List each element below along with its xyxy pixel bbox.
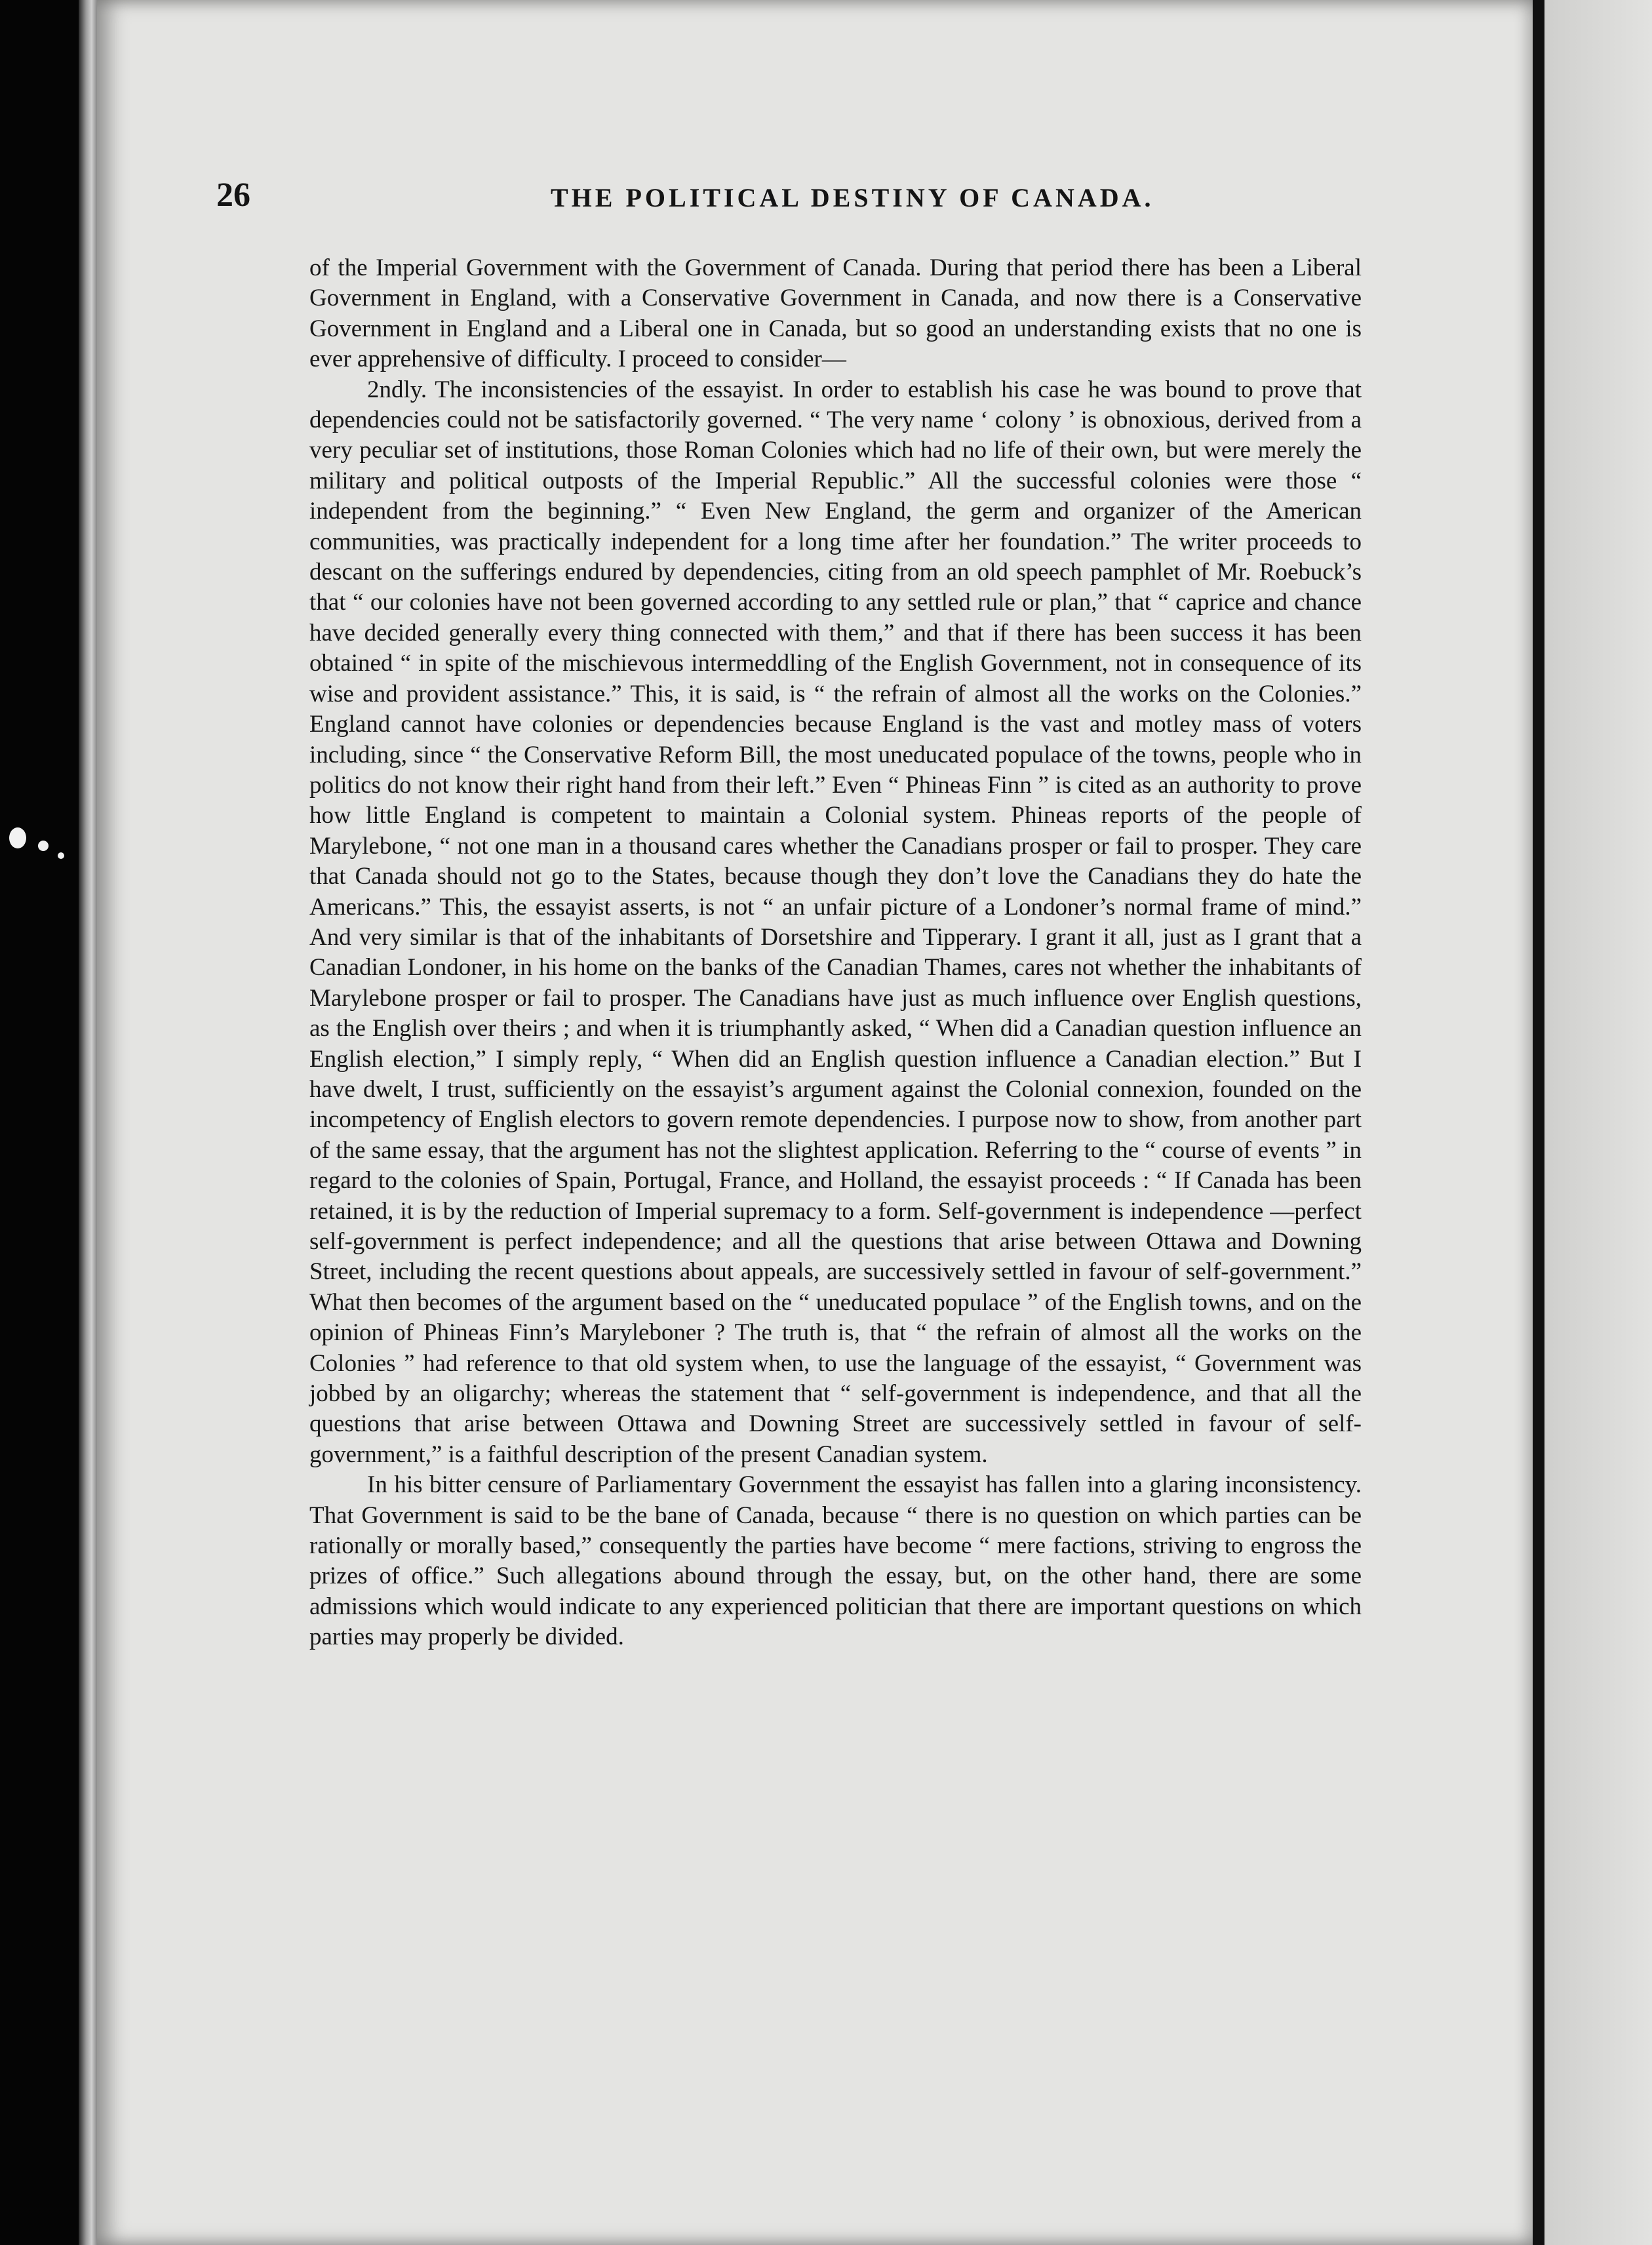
binding-edge	[79, 0, 97, 2245]
page-number: 26	[216, 176, 250, 214]
paragraph: In his bitter censure of Parliamentary Government the essayist has fallen into a glaring inconsistency. That Government is said to be the bane of Canada, because “ there is no question on which parties can be rationally or morally based,” consequently the parties have become “ mere factions, striving to engross the prizes of office.” Such allegations abound through the essay, but, on the other hand, there are some admissions which would indicate to any experienced politician that there are important questions on which parties may properly be divided.	[309, 1471, 1362, 1651]
page-header	[216, 176, 1370, 228]
running-title: THE POLITICAL DESTINY OF CANADA.	[551, 183, 1154, 212]
facing-page-edge	[1544, 0, 1652, 2245]
page-gutter	[1533, 0, 1544, 2245]
dust-speck	[58, 852, 64, 859]
dust-speck	[9, 827, 26, 848]
paragraph: of the Imperial Government with the Government of Canada. During that period there has been a Liberal Government in England, with a Conservative Government in Canada, and now there is a Conservative Government in England and a Liberal one in Canada, but so good an understanding exists that no one is ever apprehensive of difficulty. I proceed to consider—	[309, 254, 1362, 373]
body-text	[309, 253, 1362, 1653]
paragraph: 2ndly. The inconsistencies of the essayist. In order to establish his case he was bound to prove that dependencies could not be satisfactorily governed. “ The very name ‘ colony ’ is obnoxious, derived from a very peculiar set of institutions, those Roman Colonies which had no life of their own, but were merely the military and political outposts of the Imperial Republic.” All the successful colonies were those “ independent from the beginning.” “ Even New England, the germ and organizer of the American communities, was practically independent for a long time after her foundation.” The writer proceeds to descant on the sufferings endured by dependencies, citing from an old speech pamphlet of Mr. Roebuck’s that “ our colonies have not been governed according to any settled rule or plan,” that “ caprice and chance have decided generally every thing connected with them,” and that if there has been success it has been obtained “ in spite of the mischievous intermeddling of the English Government, not in consequence of its wise and provident assistance.” This, it is said, is “ the refrain of almost all the works on the Colonies.” England cannot have colonies or dependencies because England is the vast and motley mass of voters including, since “ the Conservative Reform Bill, the most uneducated populace of the towns, people who in politics do not know their right hand from their left.” Even “ Phineas Finn ” is cited as an authority to prove how little England is competent to maintain a Colonial system. Phineas reports of the people of Marylebone, “ not one man in a thousand cares whether the Canadians prosper or fail to prosper. They care that Canada should not go to the States, because though they don’t love the Canadians they do hate the Americans.” This, the essayist asserts, is not “ an unfair picture of a Londoner’s normal frame of mind.” And very similar is that of the inhabitants of Dorsetshire and Tipperary. I grant it all, just as I grant that a Canadian Londoner, in his home on the banks of the Canadian Thames, cares not whether the inhabitants of Marylebone prosper or fail to prosper. The Canadians have just as much influence over English questions, as the English over theirs ; and when it is triumphantly asked, “ When did a Canadian question influence an English election,” I simply reply, “ When did an English question influence a Canadian election.” But I have dwelt, I trust, sufficiently on the essayist’s argument against the Colonial connexion, founded on the incompetency of English electors to govern remote dependencies. I purpose now to show, from another part of the same essay, that the argument has not the slightest application. Referring to the “ course of events ” in regard to the colonies of Spain, Portugal, France, and Holland, the essayist proceeds : “ If Canada has been retained, it is by the reduction of Imperial supremacy to a form. Self-government is independence —perfect self-government is perfect independence; and all the questions that arise between Ottawa and Downing Street, including the recent questions about appeals, are successively settled in favour of self-government.” What then becomes of the argument based on the “ uneducated populace ” of the English towns, and on the opinion of Phineas Finn’s Maryleboner ? The truth is, that “ the refrain of almost all the works on the Colonies ” had reference to that old system when, to use the language of the essayist, “ Government was jobbed by an oligarchy; whereas the statement that “ self-government is independence, and that all the questions that arise between Ottawa and Downing Street are successively settled in favour of self-government,” is a faithful description of the present Canadian system.	[309, 376, 1362, 1468]
dust-speck	[38, 841, 49, 851]
